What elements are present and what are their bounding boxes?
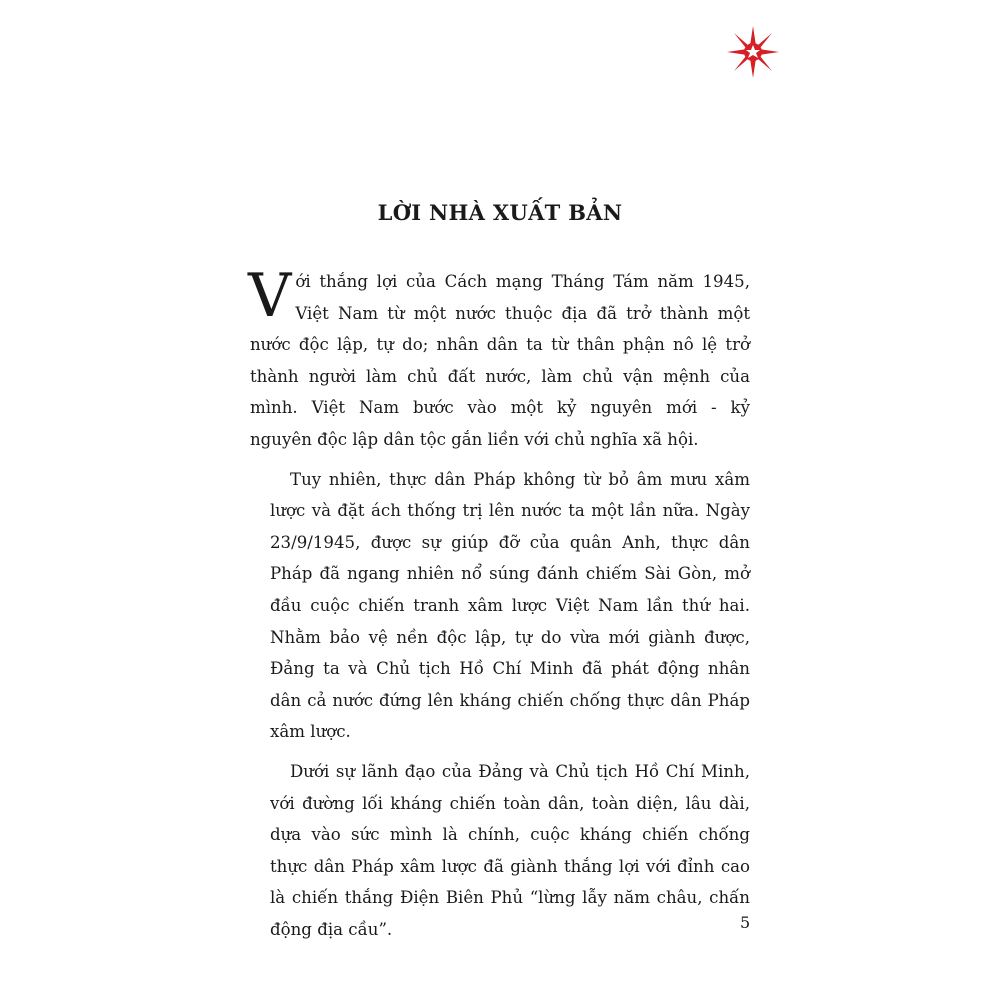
page-title: LỜI NHÀ XUẤT BẢN [377, 200, 623, 225]
text-line: với đường lối kháng chiến toàn dân, toàn diện, lâu dài, [270, 793, 750, 813]
text-line: dựa vào sức mình là chính, cuộc kháng chiến chống [270, 825, 750, 845]
text-line: Dưới sự lãnh đạo của Đảng và Chủ tịch Hồ Chí Minh, [290, 761, 750, 781]
paragraph [250, 464, 750, 748]
text-line: nguyên độc lập dân tộc gắn liền với chủ nghĩa xã hội. [250, 429, 699, 449]
drop-cap: V [248, 261, 292, 331]
text-line: ới thắng lợi của Cách mạng Tháng Tám năm 1945, [295, 272, 750, 291]
star-emblem-icon [725, 24, 781, 80]
text-line: Nhằm bảo vệ nền độc lập, tự do vừa mới giành được, [270, 627, 750, 647]
text-line: thành người làm chủ đất nước, làm chủ vận mệnh của [250, 366, 750, 386]
text-line: xâm lược. [270, 722, 351, 742]
text-line: nước độc lập, tự do; nhân dân ta từ thân phận nô lệ trở [250, 335, 750, 355]
text-line: đầu cuộc chiến tranh xâm lược Việt Nam lần thứ hai. [270, 595, 750, 615]
text-line: mình. Việt Nam bước vào một kỷ nguyên mới - kỷ [250, 398, 750, 418]
text-line: thực dân Pháp xâm lược đã giành thắng lợi với đỉnh cao [270, 856, 750, 876]
text-line: Tuy nhiên, thực dân Pháp không từ bỏ âm mưu xâm [290, 469, 750, 489]
text-line: Pháp đã ngang nhiên nổ súng đánh chiếm Sài Gòn, mở [270, 564, 750, 584]
text-line: Việt Nam từ một nước thuộc địa đã trở thành một [295, 303, 750, 323]
page-number: 5 [740, 913, 751, 932]
publisher-logo [725, 24, 781, 80]
body-text [248, 261, 750, 953]
text-line: 23/9/1945, được sự giúp đỡ của quân Anh, thực dân [270, 532, 750, 552]
paragraph [248, 261, 750, 456]
text-line: dân cả nước đứng lên kháng chiến chống thực dân Pháp [270, 690, 750, 710]
text-line: động địa cầu”. [270, 919, 393, 939]
text-line: lược và đặt ách thống trị lên nước ta một lần nữa. Ngày [270, 501, 750, 521]
paragraph [250, 756, 750, 946]
text-line: Đảng ta và Chủ tịch Hồ Chí Minh đã phát động nhân [270, 659, 750, 679]
text-line: là chiến thắng Điện Biên Phủ “lừng lẫy năm châu, chấn [270, 888, 750, 908]
